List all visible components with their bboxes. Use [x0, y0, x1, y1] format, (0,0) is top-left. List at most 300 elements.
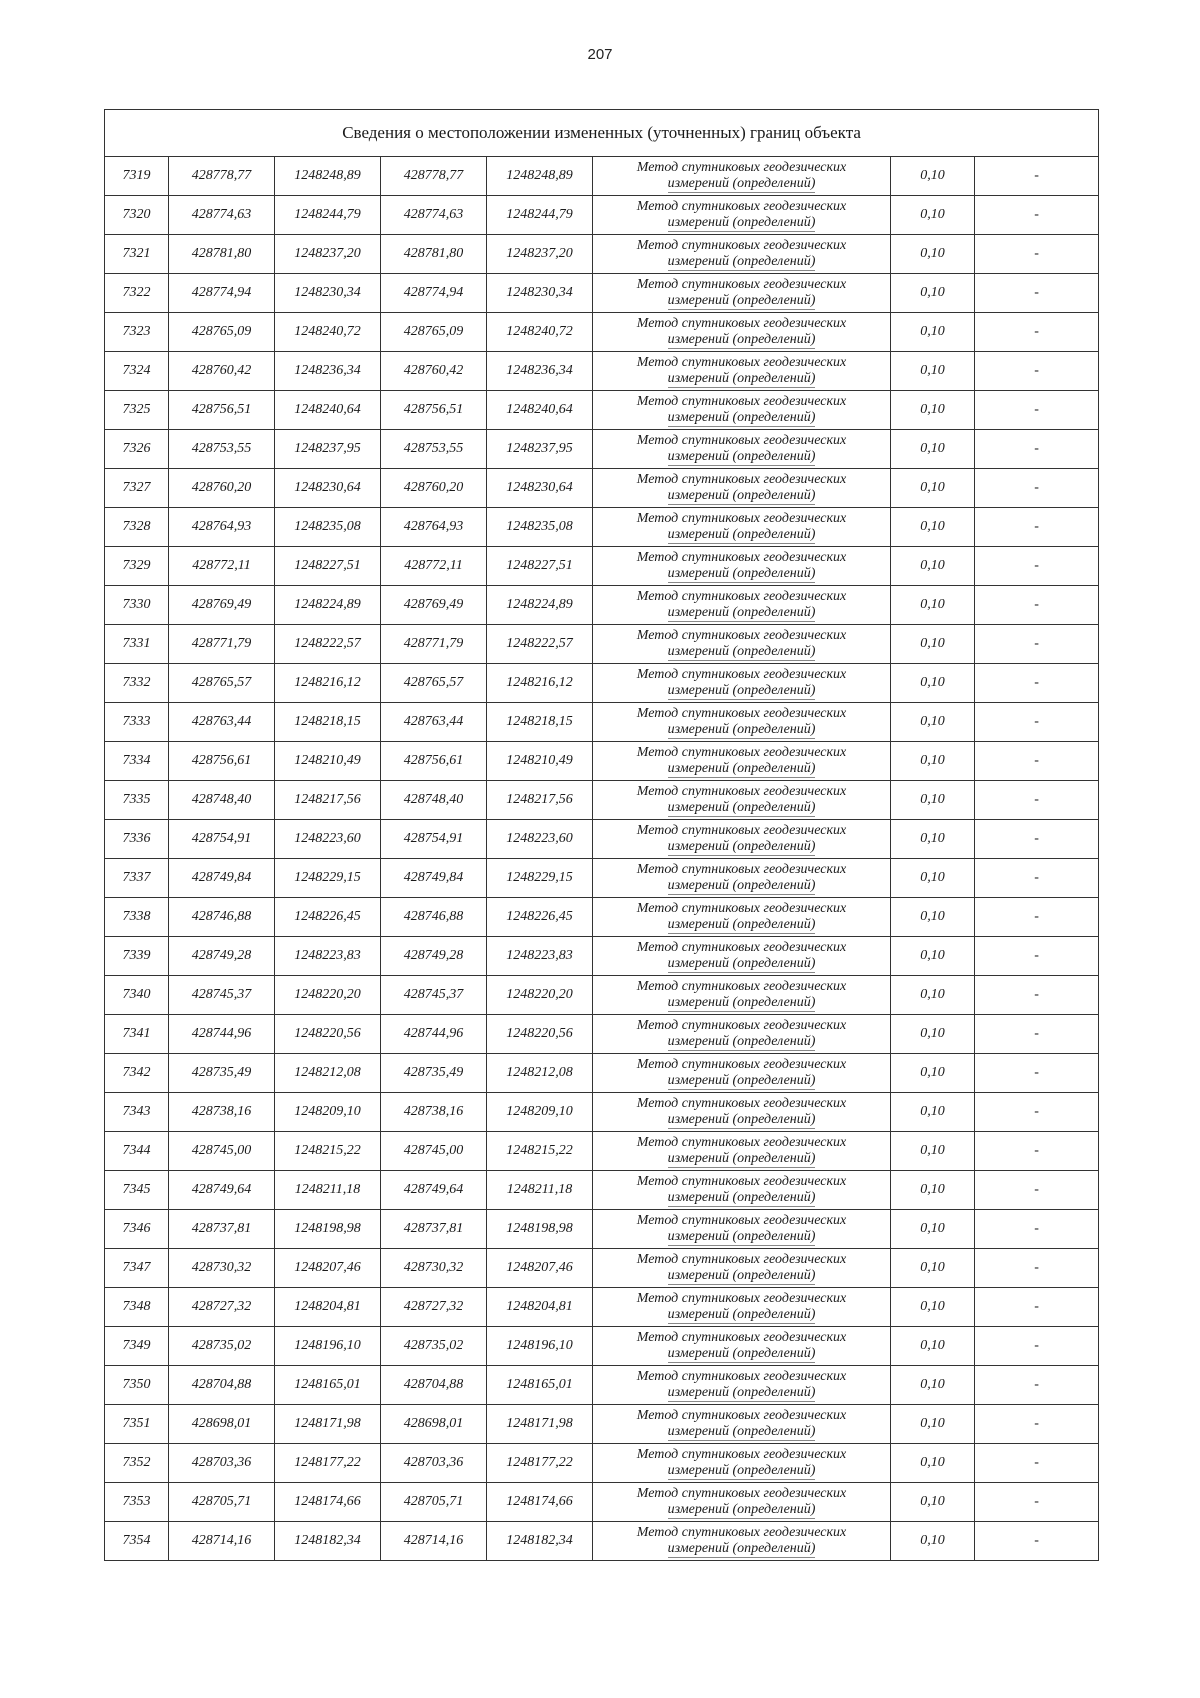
table-row	[105, 1327, 1099, 1366]
accuracy-cell: 0,10	[891, 157, 975, 196]
method-cell	[593, 157, 891, 196]
existing-y-cell: 1248182,34	[275, 1522, 381, 1561]
method-cell	[593, 742, 891, 781]
refined-y-cell: 1248237,95	[487, 430, 593, 469]
refined-x-cell: 428778,77	[381, 157, 487, 196]
refined-x-cell: 428735,02	[381, 1327, 487, 1366]
accuracy-cell: 0,10	[891, 313, 975, 352]
description-cell: -	[975, 898, 1099, 937]
method-cell	[593, 547, 891, 586]
method-line-1: Метод спутниковых геодезических	[636, 939, 847, 955]
existing-x-cell: 428778,77	[169, 157, 275, 196]
method-line-1: Метод спутниковых геодезических	[636, 1329, 847, 1345]
refined-y-cell: 1248229,15	[487, 859, 593, 898]
description-cell: -	[975, 196, 1099, 235]
table-row	[105, 1366, 1099, 1405]
method-line-1: Метод спутниковых геодезических	[636, 1095, 847, 1111]
method-line-1: Метод спутниковых геодезических	[636, 783, 847, 799]
existing-y-cell: 1248207,46	[275, 1249, 381, 1288]
existing-x-cell: 428749,84	[169, 859, 275, 898]
existing-y-cell: 1248218,15	[275, 703, 381, 742]
method-line-2: измерений (определений)	[667, 253, 816, 269]
refined-x-cell: 428749,84	[381, 859, 487, 898]
description-cell: -	[975, 1171, 1099, 1210]
table-row	[105, 1132, 1099, 1171]
method-line-2: измерений (определений)	[667, 955, 816, 971]
accuracy-cell: 0,10	[891, 1522, 975, 1561]
method-line-1: Метод спутниковых геодезических	[636, 393, 847, 409]
method-cell	[593, 937, 891, 976]
description-cell: -	[975, 781, 1099, 820]
method-cell	[593, 313, 891, 352]
refined-x-cell: 428703,36	[381, 1444, 487, 1483]
description-cell: -	[975, 547, 1099, 586]
accuracy-cell: 0,10	[891, 1288, 975, 1327]
method-line-2: измерений (определений)	[667, 1306, 816, 1322]
existing-x-cell: 428769,49	[169, 586, 275, 625]
table-title-row	[105, 110, 1099, 157]
existing-x-cell: 428745,00	[169, 1132, 275, 1171]
description-cell: -	[975, 1054, 1099, 1093]
method-line-2: измерений (определений)	[667, 721, 816, 737]
refined-x-cell: 428727,32	[381, 1288, 487, 1327]
accuracy-cell: 0,10	[891, 1132, 975, 1171]
description-cell: -	[975, 937, 1099, 976]
point-number-cell: 7348	[105, 1288, 169, 1327]
refined-y-cell: 1248198,98	[487, 1210, 593, 1249]
point-number-cell: 7337	[105, 859, 169, 898]
existing-x-cell: 428746,88	[169, 898, 275, 937]
refined-x-cell: 428781,80	[381, 235, 487, 274]
description-cell: -	[975, 1444, 1099, 1483]
existing-x-cell: 428714,16	[169, 1522, 275, 1561]
method-line-1: Метод спутниковых геодезических	[636, 1212, 847, 1228]
method-line-2: измерений (определений)	[667, 175, 816, 191]
table-title: Сведения о местоположении измененных (уточненных) границ объекта	[105, 110, 1099, 157]
method-line-1: Метод спутниковых геодезических	[636, 471, 847, 487]
method-line-2: измерений (определений)	[667, 565, 816, 581]
description-cell: -	[975, 1249, 1099, 1288]
method-line-1: Метод спутниковых геодезических	[636, 666, 847, 682]
accuracy-cell: 0,10	[891, 274, 975, 313]
method-cell	[593, 196, 891, 235]
method-line-1: Метод спутниковых геодезических	[636, 315, 847, 331]
method-cell	[593, 1210, 891, 1249]
point-number-cell: 7354	[105, 1522, 169, 1561]
accuracy-cell: 0,10	[891, 937, 975, 976]
refined-x-cell: 428764,93	[381, 508, 487, 547]
refined-y-cell: 1248224,89	[487, 586, 593, 625]
method-cell	[593, 1483, 891, 1522]
point-number-cell: 7327	[105, 469, 169, 508]
refined-y-cell: 1248212,08	[487, 1054, 593, 1093]
method-line-2: измерений (определений)	[667, 370, 816, 386]
method-line-1: Метод спутниковых геодезических	[636, 1134, 847, 1150]
method-line-1: Метод спутниковых геодезических	[636, 510, 847, 526]
point-number-cell: 7321	[105, 235, 169, 274]
method-line-1: Метод спутниковых геодезических	[636, 705, 847, 721]
method-line-2: измерений (определений)	[667, 526, 816, 542]
method-line-2: измерений (определений)	[667, 1228, 816, 1244]
existing-y-cell: 1248223,60	[275, 820, 381, 859]
existing-x-cell: 428749,28	[169, 937, 275, 976]
method-line-2: измерений (определений)	[667, 331, 816, 347]
point-number-cell: 7331	[105, 625, 169, 664]
refined-x-cell: 428749,64	[381, 1171, 487, 1210]
method-line-2: измерений (определений)	[667, 760, 816, 776]
method-cell	[593, 1171, 891, 1210]
method-cell	[593, 820, 891, 859]
existing-y-cell: 1248211,18	[275, 1171, 381, 1210]
table-body	[105, 157, 1099, 1561]
method-line-1: Метод спутниковых геодезических	[636, 432, 847, 448]
refined-y-cell: 1248223,83	[487, 937, 593, 976]
description-cell: -	[975, 1327, 1099, 1366]
accuracy-cell: 0,10	[891, 781, 975, 820]
point-number-cell: 7343	[105, 1093, 169, 1132]
refined-x-cell: 428735,49	[381, 1054, 487, 1093]
method-cell	[593, 1132, 891, 1171]
refined-y-cell: 1248220,20	[487, 976, 593, 1015]
method-cell	[593, 1093, 891, 1132]
method-line-2: измерений (определений)	[667, 1072, 816, 1088]
point-number-cell: 7338	[105, 898, 169, 937]
point-number-cell: 7334	[105, 742, 169, 781]
refined-x-cell: 428756,61	[381, 742, 487, 781]
refined-y-cell: 1248222,57	[487, 625, 593, 664]
point-number-cell: 7323	[105, 313, 169, 352]
method-line-1: Метод спутниковых геодезических	[636, 159, 847, 175]
description-cell: -	[975, 157, 1099, 196]
method-cell	[593, 469, 891, 508]
method-line-1: Метод спутниковых геодезических	[636, 549, 847, 565]
existing-y-cell: 1248198,98	[275, 1210, 381, 1249]
accuracy-cell: 0,10	[891, 1366, 975, 1405]
refined-y-cell: 1248196,10	[487, 1327, 593, 1366]
existing-y-cell: 1248212,08	[275, 1054, 381, 1093]
description-cell: -	[975, 1483, 1099, 1522]
point-number-cell: 7344	[105, 1132, 169, 1171]
refined-y-cell: 1248211,18	[487, 1171, 593, 1210]
table-row	[105, 508, 1099, 547]
method-cell	[593, 508, 891, 547]
point-number-cell: 7325	[105, 391, 169, 430]
existing-x-cell: 428765,57	[169, 664, 275, 703]
existing-y-cell: 1248227,51	[275, 547, 381, 586]
description-cell: -	[975, 1366, 1099, 1405]
existing-x-cell: 428754,91	[169, 820, 275, 859]
existing-y-cell: 1248240,64	[275, 391, 381, 430]
refined-x-cell: 428760,42	[381, 352, 487, 391]
table-row	[105, 781, 1099, 820]
table-row	[105, 586, 1099, 625]
refined-y-cell: 1248220,56	[487, 1015, 593, 1054]
method-line-1: Метод спутниковых геодезических	[636, 627, 847, 643]
refined-y-cell: 1248240,64	[487, 391, 593, 430]
point-number-cell: 7350	[105, 1366, 169, 1405]
accuracy-cell: 0,10	[891, 664, 975, 703]
existing-y-cell: 1248177,22	[275, 1444, 381, 1483]
existing-x-cell: 428698,01	[169, 1405, 275, 1444]
method-cell	[593, 1405, 891, 1444]
existing-x-cell: 428774,94	[169, 274, 275, 313]
accuracy-cell: 0,10	[891, 391, 975, 430]
table-row	[105, 859, 1099, 898]
refined-x-cell: 428730,32	[381, 1249, 487, 1288]
method-line-2: измерений (определений)	[667, 799, 816, 815]
method-line-2: измерений (определений)	[667, 1540, 816, 1556]
refined-x-cell: 428714,16	[381, 1522, 487, 1561]
existing-y-cell: 1248237,20	[275, 235, 381, 274]
table-row	[105, 898, 1099, 937]
description-cell: -	[975, 274, 1099, 313]
existing-x-cell: 428756,51	[169, 391, 275, 430]
method-line-2: измерений (определений)	[667, 1423, 816, 1439]
refined-x-cell: 428765,57	[381, 664, 487, 703]
refined-y-cell: 1248182,34	[487, 1522, 593, 1561]
description-cell: -	[975, 1405, 1099, 1444]
point-number-cell: 7336	[105, 820, 169, 859]
method-line-2: измерений (определений)	[667, 214, 816, 230]
accuracy-cell: 0,10	[891, 625, 975, 664]
existing-x-cell: 428703,36	[169, 1444, 275, 1483]
table-row	[105, 391, 1099, 430]
point-number-cell: 7347	[105, 1249, 169, 1288]
point-number-cell: 7326	[105, 430, 169, 469]
table-row	[105, 742, 1099, 781]
refined-y-cell: 1248230,34	[487, 274, 593, 313]
table-row	[105, 1210, 1099, 1249]
refined-x-cell: 428746,88	[381, 898, 487, 937]
method-cell	[593, 1015, 891, 1054]
point-number-cell: 7342	[105, 1054, 169, 1093]
description-cell: -	[975, 664, 1099, 703]
point-number-cell: 7341	[105, 1015, 169, 1054]
refined-y-cell: 1248230,64	[487, 469, 593, 508]
refined-x-cell: 428763,44	[381, 703, 487, 742]
refined-x-cell: 428705,71	[381, 1483, 487, 1522]
existing-y-cell: 1248216,12	[275, 664, 381, 703]
description-cell: -	[975, 586, 1099, 625]
method-cell	[593, 1327, 891, 1366]
method-line-1: Метод спутниковых геодезических	[636, 237, 847, 253]
existing-x-cell: 428745,37	[169, 976, 275, 1015]
table-row	[105, 937, 1099, 976]
description-cell: -	[975, 235, 1099, 274]
table-row	[105, 274, 1099, 313]
description-cell: -	[975, 1015, 1099, 1054]
method-cell	[593, 625, 891, 664]
method-line-2: измерений (определений)	[667, 1462, 816, 1478]
point-number-cell: 7328	[105, 508, 169, 547]
existing-x-cell: 428764,93	[169, 508, 275, 547]
refined-x-cell: 428704,88	[381, 1366, 487, 1405]
method-line-2: измерений (определений)	[667, 1501, 816, 1517]
method-line-2: измерений (определений)	[667, 1345, 816, 1361]
refined-y-cell: 1248248,89	[487, 157, 593, 196]
point-number-cell: 7340	[105, 976, 169, 1015]
table-row	[105, 1249, 1099, 1288]
existing-x-cell: 428753,55	[169, 430, 275, 469]
method-line-1: Метод спутниковых геодезических	[636, 1173, 847, 1189]
table-row	[105, 196, 1099, 235]
existing-y-cell: 1248209,10	[275, 1093, 381, 1132]
refined-x-cell: 428774,94	[381, 274, 487, 313]
refined-y-cell: 1248236,34	[487, 352, 593, 391]
description-cell: -	[975, 1288, 1099, 1327]
table-row	[105, 703, 1099, 742]
refined-x-cell: 428745,37	[381, 976, 487, 1015]
point-number-cell: 7322	[105, 274, 169, 313]
description-cell: -	[975, 352, 1099, 391]
method-line-1: Метод спутниковых геодезических	[636, 822, 847, 838]
method-line-1: Метод спутниковых геодезических	[636, 354, 847, 370]
method-line-1: Метод спутниковых геодезических	[636, 1251, 847, 1267]
refined-y-cell: 1248204,81	[487, 1288, 593, 1327]
point-number-cell: 7330	[105, 586, 169, 625]
description-cell: -	[975, 508, 1099, 547]
method-cell	[593, 1444, 891, 1483]
method-line-2: измерений (определений)	[667, 1189, 816, 1205]
table-row	[105, 664, 1099, 703]
accuracy-cell: 0,10	[891, 1444, 975, 1483]
refined-y-cell: 1248237,20	[487, 235, 593, 274]
existing-x-cell: 428730,32	[169, 1249, 275, 1288]
accuracy-cell: 0,10	[891, 742, 975, 781]
existing-x-cell: 428744,96	[169, 1015, 275, 1054]
existing-y-cell: 1248174,66	[275, 1483, 381, 1522]
refined-x-cell: 428765,09	[381, 313, 487, 352]
method-cell	[593, 976, 891, 1015]
method-line-1: Метод спутниковых геодезических	[636, 1017, 847, 1033]
method-line-2: измерений (определений)	[667, 994, 816, 1010]
existing-y-cell: 1248171,98	[275, 1405, 381, 1444]
refined-y-cell: 1248171,98	[487, 1405, 593, 1444]
method-cell	[593, 352, 891, 391]
refined-y-cell: 1248165,01	[487, 1366, 593, 1405]
table-row	[105, 352, 1099, 391]
method-line-1: Метод спутниковых геодезических	[636, 1485, 847, 1501]
description-cell: -	[975, 1132, 1099, 1171]
refined-y-cell: 1248207,46	[487, 1249, 593, 1288]
table-row	[105, 820, 1099, 859]
existing-x-cell: 428727,32	[169, 1288, 275, 1327]
existing-y-cell: 1248237,95	[275, 430, 381, 469]
existing-x-cell: 428748,40	[169, 781, 275, 820]
existing-y-cell: 1248244,79	[275, 196, 381, 235]
method-line-2: измерений (определений)	[667, 487, 816, 503]
point-number-cell: 7349	[105, 1327, 169, 1366]
existing-x-cell: 428771,79	[169, 625, 275, 664]
method-line-2: измерений (определений)	[667, 1033, 816, 1049]
accuracy-cell: 0,10	[891, 586, 975, 625]
point-number-cell: 7324	[105, 352, 169, 391]
accuracy-cell: 0,10	[891, 1210, 975, 1249]
description-cell: -	[975, 742, 1099, 781]
accuracy-cell: 0,10	[891, 976, 975, 1015]
table-row	[105, 1444, 1099, 1483]
refined-y-cell: 1248244,79	[487, 196, 593, 235]
accuracy-cell: 0,10	[891, 196, 975, 235]
refined-y-cell: 1248227,51	[487, 547, 593, 586]
accuracy-cell: 0,10	[891, 430, 975, 469]
method-line-2: измерений (определений)	[667, 682, 816, 698]
table-row	[105, 157, 1099, 196]
refined-y-cell: 1248215,22	[487, 1132, 593, 1171]
refined-y-cell: 1248226,45	[487, 898, 593, 937]
table-row	[105, 1171, 1099, 1210]
accuracy-cell: 0,10	[891, 469, 975, 508]
table-row	[105, 430, 1099, 469]
point-number-cell: 7333	[105, 703, 169, 742]
point-number-cell: 7346	[105, 1210, 169, 1249]
point-number-cell: 7352	[105, 1444, 169, 1483]
existing-y-cell: 1248236,34	[275, 352, 381, 391]
existing-y-cell: 1248222,57	[275, 625, 381, 664]
method-cell	[593, 235, 891, 274]
existing-y-cell: 1248230,34	[275, 274, 381, 313]
table-row	[105, 235, 1099, 274]
page-number: 207	[587, 46, 613, 63]
point-number-cell: 7332	[105, 664, 169, 703]
refined-x-cell: 428774,63	[381, 196, 487, 235]
method-line-1: Метод спутниковых геодезических	[636, 900, 847, 916]
refined-x-cell: 428771,79	[381, 625, 487, 664]
accuracy-cell: 0,10	[891, 1171, 975, 1210]
existing-y-cell: 1248210,49	[275, 742, 381, 781]
existing-x-cell: 428760,42	[169, 352, 275, 391]
existing-y-cell: 1248248,89	[275, 157, 381, 196]
method-cell	[593, 1366, 891, 1405]
refined-x-cell: 428760,20	[381, 469, 487, 508]
existing-x-cell: 428735,02	[169, 1327, 275, 1366]
existing-y-cell: 1248223,83	[275, 937, 381, 976]
refined-x-cell: 428749,28	[381, 937, 487, 976]
method-cell	[593, 898, 891, 937]
description-cell: -	[975, 469, 1099, 508]
method-cell	[593, 1288, 891, 1327]
accuracy-cell: 0,10	[891, 1249, 975, 1288]
method-line-1: Метод спутниковых геодезических	[636, 1446, 847, 1462]
refined-x-cell: 428754,91	[381, 820, 487, 859]
point-number-cell: 7335	[105, 781, 169, 820]
accuracy-cell: 0,10	[891, 1054, 975, 1093]
table-row	[105, 547, 1099, 586]
existing-y-cell: 1248165,01	[275, 1366, 381, 1405]
refined-x-cell: 428738,16	[381, 1093, 487, 1132]
description-cell: -	[975, 1522, 1099, 1561]
existing-y-cell: 1248220,56	[275, 1015, 381, 1054]
existing-x-cell: 428765,09	[169, 313, 275, 352]
table-row	[105, 1522, 1099, 1561]
refined-y-cell: 1248223,60	[487, 820, 593, 859]
table-row	[105, 1483, 1099, 1522]
method-line-1: Метод спутниковых геодезических	[636, 861, 847, 877]
refined-x-cell: 428748,40	[381, 781, 487, 820]
point-number-cell: 7345	[105, 1171, 169, 1210]
description-cell: -	[975, 625, 1099, 664]
method-cell	[593, 586, 891, 625]
refined-y-cell: 1248174,66	[487, 1483, 593, 1522]
existing-y-cell: 1248196,10	[275, 1327, 381, 1366]
description-cell: -	[975, 391, 1099, 430]
table-row	[105, 1015, 1099, 1054]
refined-x-cell: 428772,11	[381, 547, 487, 586]
method-line-2: измерений (определений)	[667, 1150, 816, 1166]
description-cell: -	[975, 703, 1099, 742]
existing-x-cell: 428735,49	[169, 1054, 275, 1093]
existing-x-cell: 428704,88	[169, 1366, 275, 1405]
